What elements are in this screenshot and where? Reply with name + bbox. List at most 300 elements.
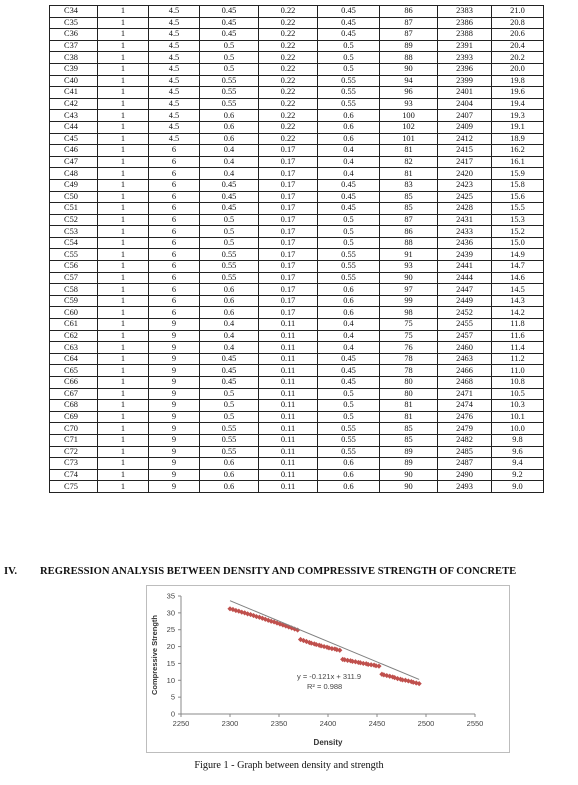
- table-cell: 0.17: [259, 145, 318, 157]
- table-cell: 2455: [438, 319, 492, 331]
- table-cell: 0.4: [200, 145, 259, 157]
- density-strength-chart: [146, 585, 510, 753]
- mix-id-cell: C40: [50, 75, 98, 87]
- table-row: [50, 191, 544, 203]
- table-cell: 0.6: [318, 469, 380, 481]
- mix-id-cell: C69: [50, 411, 98, 423]
- mix-id-cell: C68: [50, 400, 98, 412]
- table-row: [50, 63, 544, 75]
- chart-svg: [147, 586, 509, 752]
- table-cell: 0.5: [200, 411, 259, 423]
- table-cell: 93: [380, 98, 438, 110]
- table-cell: 0.55: [200, 98, 259, 110]
- table-cell: 0.5: [318, 226, 380, 238]
- table-cell: 6: [149, 203, 200, 215]
- table-cell: 0.22: [259, 121, 318, 133]
- mix-id-cell: C57: [50, 272, 98, 284]
- table-cell: 0.45: [318, 29, 380, 41]
- table-cell: 0.6: [318, 458, 380, 470]
- table-cell: 0.6: [318, 295, 380, 307]
- table-cell: 0.11: [259, 365, 318, 377]
- table-row: [50, 446, 544, 458]
- table-row: [50, 133, 544, 145]
- table-cell: 20.6: [492, 29, 544, 41]
- table-cell: 2388: [438, 29, 492, 41]
- table-cell: 0.45: [318, 191, 380, 203]
- table-row: [50, 342, 544, 354]
- table-cell: 0.22: [259, 40, 318, 52]
- table-cell: 20.2: [492, 52, 544, 64]
- table-cell: 0.17: [259, 214, 318, 226]
- table-cell: 0.45: [200, 29, 259, 41]
- table-cell: 19.6: [492, 87, 544, 99]
- table-row: [50, 121, 544, 133]
- table-cell: 6: [149, 214, 200, 226]
- table-cell: 1: [98, 63, 149, 75]
- table-row: [50, 423, 544, 435]
- table-cell: 0.6: [200, 307, 259, 319]
- table-row: [50, 319, 544, 331]
- table-cell: 9: [149, 353, 200, 365]
- table-cell: 0.5: [200, 400, 259, 412]
- table-cell: 4.5: [149, 17, 200, 29]
- table-cell: 9: [149, 411, 200, 423]
- table-cell: 11.8: [492, 319, 544, 331]
- table-cell: 0.11: [259, 377, 318, 389]
- table-cell: 0.11: [259, 423, 318, 435]
- table-cell: 2404: [438, 98, 492, 110]
- table-cell: 2444: [438, 272, 492, 284]
- table-cell: 2393: [438, 52, 492, 64]
- table-cell: 14.9: [492, 249, 544, 261]
- table-row: [50, 6, 544, 18]
- regression-equation: y = -0.121x + 311.9: [297, 672, 362, 681]
- table-cell: 0.55: [200, 75, 259, 87]
- trend-line: [230, 601, 419, 680]
- table-cell: 1: [98, 17, 149, 29]
- y-tick-label: 20: [166, 642, 175, 652]
- table-cell: 11.4: [492, 342, 544, 354]
- table-cell: 0.45: [200, 353, 259, 365]
- table-cell: 19.8: [492, 75, 544, 87]
- table-cell: 1: [98, 284, 149, 296]
- table-row: [50, 145, 544, 157]
- mix-id-cell: C39: [50, 63, 98, 75]
- table-cell: 0.45: [318, 179, 380, 191]
- table-cell: 2399: [438, 75, 492, 87]
- table-cell: 0.22: [259, 29, 318, 41]
- table-cell: 2383: [438, 6, 492, 18]
- table-cell: 0.5: [318, 40, 380, 52]
- table-cell: 9: [149, 377, 200, 389]
- table-cell: 2433: [438, 226, 492, 238]
- table-cell: 0.17: [259, 307, 318, 319]
- table-cell: 0.17: [259, 295, 318, 307]
- table-cell: 86: [380, 6, 438, 18]
- mix-id-cell: C38: [50, 52, 98, 64]
- table-cell: 0.4: [200, 168, 259, 180]
- table-cell: 6: [149, 191, 200, 203]
- table-cell: 1: [98, 168, 149, 180]
- table-cell: 2485: [438, 446, 492, 458]
- table-cell: 0.45: [200, 365, 259, 377]
- table-cell: 83: [380, 179, 438, 191]
- table-cell: 85: [380, 203, 438, 215]
- table-cell: 18.9: [492, 133, 544, 145]
- mix-id-cell: C63: [50, 342, 98, 354]
- table-cell: 0.55: [318, 434, 380, 446]
- table-cell: 2417: [438, 156, 492, 168]
- table-cell: 1: [98, 261, 149, 273]
- table-cell: 0.17: [259, 237, 318, 249]
- table-cell: 0.4: [318, 330, 380, 342]
- table-cell: 97: [380, 284, 438, 296]
- table-cell: 2439: [438, 249, 492, 261]
- table-cell: 0.17: [259, 284, 318, 296]
- table-cell: 90: [380, 469, 438, 481]
- table-cell: 10.1: [492, 411, 544, 423]
- table-cell: 0.55: [318, 423, 380, 435]
- table-cell: 15.8: [492, 179, 544, 191]
- table-row: [50, 330, 544, 342]
- table-cell: 0.4: [200, 330, 259, 342]
- table-cell: 0.55: [200, 434, 259, 446]
- y-axis-title: Compressive Strength: [150, 614, 159, 696]
- table-cell: 90: [380, 63, 438, 75]
- mix-id-cell: C59: [50, 295, 98, 307]
- table-cell: 0.5: [318, 388, 380, 400]
- table-cell: 0.11: [259, 446, 318, 458]
- table-cell: 2425: [438, 191, 492, 203]
- x-tick-label: 2250: [172, 719, 190, 728]
- table-cell: 4.5: [149, 52, 200, 64]
- table-cell: 0.11: [259, 434, 318, 446]
- table-cell: 0.11: [259, 342, 318, 354]
- table-cell: 2409: [438, 121, 492, 133]
- table-cell: 11.6: [492, 330, 544, 342]
- table-cell: 9: [149, 481, 200, 493]
- table-row: [50, 249, 544, 261]
- table-cell: 0.45: [200, 203, 259, 215]
- table-cell: 15.0: [492, 237, 544, 249]
- mix-id-cell: C65: [50, 365, 98, 377]
- table-cell: 15.9: [492, 168, 544, 180]
- table-cell: 2460: [438, 342, 492, 354]
- table-cell: 2471: [438, 388, 492, 400]
- table-cell: 6: [149, 307, 200, 319]
- table-cell: 4.5: [149, 87, 200, 99]
- table-cell: 2479: [438, 423, 492, 435]
- table-cell: 0.22: [259, 110, 318, 122]
- table-cell: 0.5: [318, 52, 380, 64]
- table-row: [50, 52, 544, 64]
- table-cell: 4.5: [149, 29, 200, 41]
- table-row: [50, 17, 544, 29]
- table-cell: 76: [380, 342, 438, 354]
- table-cell: 0.22: [259, 52, 318, 64]
- table-cell: 87: [380, 17, 438, 29]
- table-cell: 0.4: [318, 319, 380, 331]
- table-cell: 0.5: [200, 237, 259, 249]
- table-cell: 0.22: [259, 133, 318, 145]
- table-cell: 0.55: [318, 261, 380, 273]
- table-cell: 4.5: [149, 110, 200, 122]
- table-cell: 1: [98, 400, 149, 412]
- table-cell: 0.6: [200, 121, 259, 133]
- table-cell: 20.8: [492, 17, 544, 29]
- table-cell: 0.5: [200, 214, 259, 226]
- table-row: [50, 214, 544, 226]
- table-cell: 0.55: [200, 87, 259, 99]
- table-cell: 88: [380, 52, 438, 64]
- table-cell: 0.6: [318, 284, 380, 296]
- table-cell: 0.4: [200, 156, 259, 168]
- mix-id-cell: C49: [50, 179, 98, 191]
- table-row: [50, 388, 544, 400]
- table-cell: 2441: [438, 261, 492, 273]
- table-cell: 4.5: [149, 40, 200, 52]
- table-cell: 80: [380, 377, 438, 389]
- table-cell: 0.55: [200, 249, 259, 261]
- table-cell: 98: [380, 307, 438, 319]
- table-cell: 0.5: [200, 40, 259, 52]
- table-cell: 0.11: [259, 353, 318, 365]
- table-row: [50, 377, 544, 389]
- table-cell: 2428: [438, 203, 492, 215]
- table-cell: 4.5: [149, 98, 200, 110]
- table-cell: 14.2: [492, 307, 544, 319]
- table-cell: 91: [380, 249, 438, 261]
- table-row: [50, 87, 544, 99]
- table-cell: 1: [98, 423, 149, 435]
- table-cell: 0.55: [318, 98, 380, 110]
- table-cell: 85: [380, 434, 438, 446]
- mix-id-cell: C75: [50, 481, 98, 493]
- table-cell: 2490: [438, 469, 492, 481]
- table-cell: 2487: [438, 458, 492, 470]
- table-cell: 2386: [438, 17, 492, 29]
- table-cell: 0.22: [259, 6, 318, 18]
- table-cell: 0.11: [259, 458, 318, 470]
- mix-data-table-wrap: [49, 5, 543, 493]
- y-tick-label: 0: [170, 709, 175, 719]
- table-cell: 0.6: [200, 284, 259, 296]
- table-cell: 15.5: [492, 203, 544, 215]
- x-axis-title: Density: [313, 738, 343, 747]
- table-cell: 1: [98, 203, 149, 215]
- table-cell: 75: [380, 330, 438, 342]
- table-cell: 15.3: [492, 214, 544, 226]
- table-cell: 0.17: [259, 249, 318, 261]
- table-cell: 0.4: [200, 342, 259, 354]
- mix-id-cell: C56: [50, 261, 98, 273]
- table-cell: 0.5: [200, 52, 259, 64]
- table-cell: 0.5: [318, 237, 380, 249]
- mix-id-cell: C73: [50, 458, 98, 470]
- mix-id-cell: C36: [50, 29, 98, 41]
- table-cell: 9: [149, 330, 200, 342]
- table-cell: 2457: [438, 330, 492, 342]
- table-cell: 1: [98, 40, 149, 52]
- table-cell: 19.1: [492, 121, 544, 133]
- table-cell: 0.55: [318, 446, 380, 458]
- table-cell: 1: [98, 295, 149, 307]
- table-cell: 6: [149, 156, 200, 168]
- table-cell: 0.6: [200, 295, 259, 307]
- table-cell: 9.2: [492, 469, 544, 481]
- mix-id-cell: C35: [50, 17, 98, 29]
- table-cell: 6: [149, 145, 200, 157]
- table-cell: 1: [98, 29, 149, 41]
- table-cell: 1: [98, 388, 149, 400]
- x-axis: [173, 714, 484, 728]
- table-cell: 4.5: [149, 63, 200, 75]
- y-tick-label: 10: [166, 675, 175, 685]
- table-cell: 82: [380, 156, 438, 168]
- section-heading: [4, 566, 578, 577]
- table-cell: 2476: [438, 411, 492, 423]
- table-cell: 0.6: [318, 481, 380, 493]
- table-cell: 6: [149, 272, 200, 284]
- table-cell: 80: [380, 388, 438, 400]
- table-cell: 9: [149, 342, 200, 354]
- table-cell: 87: [380, 29, 438, 41]
- table-row: [50, 203, 544, 215]
- table-cell: 1: [98, 272, 149, 284]
- mix-id-cell: C54: [50, 237, 98, 249]
- table-cell: 2401: [438, 87, 492, 99]
- table-row: [50, 179, 544, 191]
- table-cell: 6: [149, 226, 200, 238]
- table-row: [50, 284, 544, 296]
- table-cell: 87: [380, 214, 438, 226]
- table-cell: 10.5: [492, 388, 544, 400]
- table-cell: 1: [98, 434, 149, 446]
- table-cell: 0.4: [318, 156, 380, 168]
- table-cell: 0.6: [318, 307, 380, 319]
- table-row: [50, 110, 544, 122]
- table-cell: 1: [98, 469, 149, 481]
- table-cell: 10.8: [492, 377, 544, 389]
- table-row: [50, 400, 544, 412]
- table-cell: 1: [98, 87, 149, 99]
- table-cell: 1: [98, 214, 149, 226]
- table-cell: 4.5: [149, 75, 200, 87]
- table-row: [50, 469, 544, 481]
- table-cell: 6: [149, 295, 200, 307]
- table-cell: 9: [149, 388, 200, 400]
- table-cell: 4.5: [149, 121, 200, 133]
- table-cell: 6: [149, 168, 200, 180]
- table-cell: 9: [149, 434, 200, 446]
- table-row: [50, 226, 544, 238]
- table-cell: 0.17: [259, 156, 318, 168]
- section-heading-text: REGRESSION ANALYSIS BETWEEN DENSITY AND COMPRESSIVE STRENGTH OF CONCRETE: [40, 566, 517, 577]
- table-cell: 0.45: [318, 17, 380, 29]
- table-cell: 2466: [438, 365, 492, 377]
- table-cell: 0.55: [200, 446, 259, 458]
- table-cell: 0.55: [200, 272, 259, 284]
- table-cell: 0.4: [318, 342, 380, 354]
- table-cell: 14.7: [492, 261, 544, 273]
- table-cell: 0.55: [200, 423, 259, 435]
- mix-id-cell: C50: [50, 191, 98, 203]
- table-cell: 2423: [438, 179, 492, 191]
- table-cell: 1: [98, 342, 149, 354]
- table-cell: 0.11: [259, 388, 318, 400]
- table-cell: 2447: [438, 284, 492, 296]
- table-cell: 0.4: [318, 145, 380, 157]
- mix-id-cell: C37: [50, 40, 98, 52]
- y-tick-label: 25: [166, 625, 175, 635]
- table-cell: 2482: [438, 434, 492, 446]
- table-cell: 0.17: [259, 191, 318, 203]
- table-cell: 0.5: [200, 226, 259, 238]
- table-cell: 15.6: [492, 191, 544, 203]
- x-tick-label: 2400: [319, 719, 337, 728]
- mix-id-cell: C46: [50, 145, 98, 157]
- mix-id-cell: C51: [50, 203, 98, 215]
- table-cell: 2449: [438, 295, 492, 307]
- table-cell: 1: [98, 133, 149, 145]
- x-tick-label: 2500: [417, 719, 435, 728]
- mix-id-cell: C45: [50, 133, 98, 145]
- table-row: [50, 365, 544, 377]
- table-cell: 0.11: [259, 330, 318, 342]
- table-row: [50, 353, 544, 365]
- table-cell: 1: [98, 458, 149, 470]
- table-cell: 0.6: [318, 121, 380, 133]
- table-cell: 2396: [438, 63, 492, 75]
- table-cell: 9: [149, 319, 200, 331]
- table-cell: 85: [380, 423, 438, 435]
- table-cell: 1: [98, 446, 149, 458]
- table-cell: 1: [98, 191, 149, 203]
- mix-id-cell: C58: [50, 284, 98, 296]
- table-cell: 1: [98, 6, 149, 18]
- table-cell: 19.4: [492, 98, 544, 110]
- table-cell: 85: [380, 191, 438, 203]
- table-cell: 6: [149, 237, 200, 249]
- mix-id-cell: C53: [50, 226, 98, 238]
- mix-id-cell: C64: [50, 353, 98, 365]
- table-cell: 0.17: [259, 168, 318, 180]
- table-cell: 9: [149, 469, 200, 481]
- table-row: [50, 29, 544, 41]
- table-cell: 1: [98, 307, 149, 319]
- table-row: [50, 40, 544, 52]
- table-cell: 9.8: [492, 434, 544, 446]
- table-cell: 100: [380, 110, 438, 122]
- table-row: [50, 237, 544, 249]
- table-cell: 0.5: [318, 214, 380, 226]
- table-cell: 6: [149, 261, 200, 273]
- table-cell: 0.45: [318, 365, 380, 377]
- table-cell: 0.45: [200, 179, 259, 191]
- table-cell: 78: [380, 365, 438, 377]
- table-cell: 20.4: [492, 40, 544, 52]
- r-squared-label: R² = 0.988: [307, 682, 343, 691]
- table-row: [50, 295, 544, 307]
- table-cell: 0.11: [259, 481, 318, 493]
- table-cell: 1: [98, 110, 149, 122]
- table-row: [50, 434, 544, 446]
- table-cell: 9: [149, 400, 200, 412]
- table-cell: 0.5: [318, 411, 380, 423]
- table-cell: 99: [380, 295, 438, 307]
- table-cell: 0.4: [318, 168, 380, 180]
- y-axis: [167, 592, 181, 719]
